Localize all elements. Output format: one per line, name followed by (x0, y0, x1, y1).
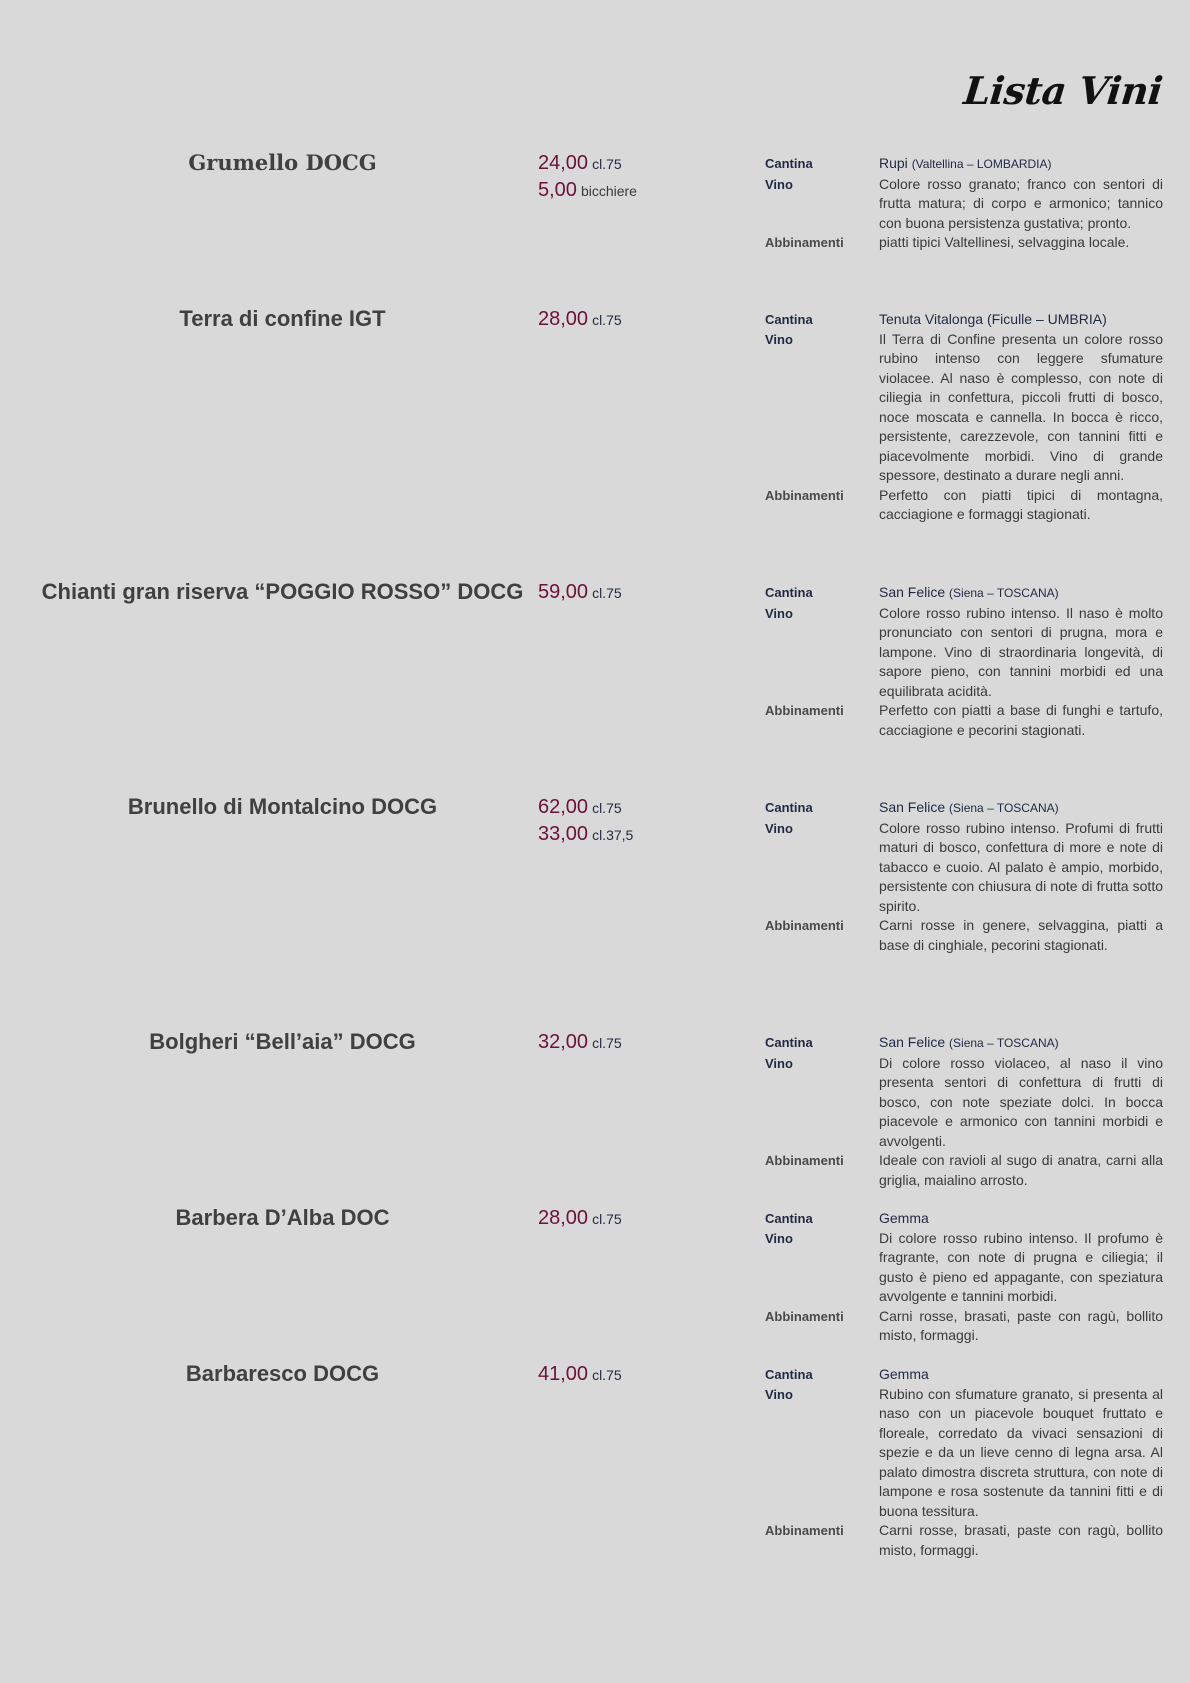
cantina-label: Cantina (765, 585, 813, 600)
wine-name: Barbaresco DOCG (185, 1361, 380, 1386)
cantina-value: Tenuta Vitalonga (Ficulle – UMBRIA) (879, 311, 1107, 327)
price-unit: cl.75 (592, 156, 622, 172)
price-unit: cl.75 (592, 1035, 622, 1051)
abbinamenti-label: Abbinamenti (765, 1523, 844, 1538)
price-amount: 28,00 (538, 1207, 589, 1229)
wine-prices (538, 1359, 718, 1386)
wine-prices (538, 1027, 718, 1054)
cantina-value: San Felice (Siena – TOSCANA) (879, 1034, 1059, 1050)
wine-details (765, 154, 1163, 253)
price-amount: 28,00 (538, 308, 589, 330)
price-amount: 59,00 (538, 581, 589, 603)
vino-label: Vino (765, 176, 793, 192)
vino-description: Il Terra di Confine presenta un colore rosso rubino intenso con leggere sfumature violacee. Al naso è complesso, con note di ciliegia in confettura, piccoli frutti di bosco, noce moscata e cannella. In bocca è ricco, persistente, carezzevole, con tannini fitti e piacevolmente morbidi. Vino di grande spessore, destinato a durare negli anni. (879, 330, 1163, 483)
vino-label: Vino (765, 1055, 793, 1071)
region: (Ficulle – UMBRIA) (986, 311, 1107, 327)
price-unit: cl.75 (592, 1211, 622, 1227)
vino-description: Colore rosso granato; franco con sentori di frutta matura; di corpo e armonico; tannico con buona persistenza gustativa; pronto. (879, 175, 1163, 231)
abbinamenti-label: Abbinamenti (765, 703, 844, 718)
cantina-label: Cantina (765, 312, 813, 327)
price-unit: cl.75 (592, 1367, 622, 1383)
cantina-label: Cantina (765, 800, 813, 815)
abbinamenti-value: Perfetto con piatti tipici di montagna, cacciagione e formaggi stagionati. (879, 486, 1163, 522)
vino-label: Vino (765, 605, 793, 621)
wine-details (765, 798, 1163, 955)
cantina-label: Cantina (765, 1211, 813, 1226)
wine-details (765, 1365, 1163, 1560)
wine-details (765, 1209, 1163, 1346)
wine-details (765, 310, 1163, 525)
price-unit: cl.75 (592, 312, 622, 328)
price-amount: 24,00 (538, 152, 589, 174)
region: (Siena – TOSCANA) (949, 1036, 1059, 1050)
vino-label: Vino (765, 331, 793, 347)
price-unit: cl.75 (592, 800, 622, 816)
abbinamenti-label: Abbinamenti (765, 235, 844, 250)
vino-description: Di colore rosso violaceo, al naso il vino presenta sentori di confettura di frutti di bosco, con note speziate dolci. In bocca piacevole e armonico con tannini morbidi e avvolgenti. (879, 1054, 1163, 1149)
wine-details (765, 583, 1163, 740)
vino-label: Vino (765, 1386, 793, 1402)
price-unit: cl.37,5 (592, 827, 634, 843)
price-amount: 62,00 (538, 796, 589, 818)
price-amount: 5,00 (538, 179, 577, 201)
cantina-value: San Felice (Siena – TOSCANA) (879, 799, 1059, 815)
wine-prices (538, 577, 718, 604)
cantina-value: Gemma (879, 1210, 929, 1226)
vino-description: Colore rosso rubino intenso. Il naso è molto pronunciato con sentori di prugna, mora e lampone. Vino di straordinaria longevità, di sapore pieno, con tannini morbidi ed una equilibrata acidità. (879, 604, 1163, 699)
abbinamenti-label: Abbinamenti (765, 1153, 844, 1168)
wine-prices (538, 304, 718, 331)
wine-name: Terra di confine IGT (179, 306, 386, 331)
abbinamenti-label: Abbinamenti (765, 918, 844, 933)
price-amount: 32,00 (538, 1031, 589, 1053)
cantina-label: Cantina (765, 1367, 813, 1382)
vino-label: Vino (765, 1230, 793, 1246)
wine-name: Chianti gran riserva “POGGIO ROSSO” DOCG (41, 579, 524, 604)
abbinamenti-value: piatti tipici Valtellinesi, selvaggina locale. (879, 234, 1130, 250)
cantina-value: Gemma (879, 1366, 929, 1382)
price-amount: 33,00 (538, 823, 589, 845)
price-unit: bicchiere (580, 183, 637, 199)
abbinamenti-label: Abbinamenti (765, 1308, 844, 1324)
abbinamenti-value: Carni rosse, brasati, paste con ragù, bollito misto, formaggi. (879, 1307, 1163, 1343)
region: (Valtellina – LOMBARDIA) (911, 157, 1052, 171)
abbinamenti-value: Ideale con ravioli al sugo di anatra, carni alla griglia, maialino arrosto. (879, 1152, 1163, 1188)
wine-prices (538, 148, 718, 202)
wine-name: Bolgheri “Bell’aia” DOCG (149, 1029, 416, 1054)
vino-description: Colore rosso rubino intenso. Profumi di frutti maturi di bosco, confettura di more e note di tabacco e cuoio. Al palato è ampio, morbido, persistente con chiusura di note di frutta sotto spirito. (879, 819, 1163, 914)
region: (Siena – TOSCANA) (949, 801, 1059, 815)
abbinamenti-label: Abbinamenti (765, 487, 844, 503)
vino-label: Vino (765, 820, 793, 836)
wine-name: Brunello di Montalcino DOCG (127, 794, 438, 819)
vino-description: Di colore rosso rubino intenso. Il profumo è fragrante, con note di prugna e ciliegia; il gusto è pieno ed appagante, con speziatura avvolgente e tannini morbidi. (879, 1229, 1163, 1304)
region: (Siena – TOSCANA) (949, 586, 1059, 600)
wine-prices (538, 1203, 718, 1230)
cantina-value: Rupi (Valtellina – LOMBARDIA) (879, 155, 1052, 171)
abbinamenti-value: Carni rosse, brasati, paste con ragù, bollito misto, formaggi. (879, 1522, 1163, 1558)
wine-name: Barbera D’Alba DOC (175, 1205, 390, 1230)
abbinamenti-value: Carni rosse in genere, selvaggina, piatti a base di cinghiale, pecorini stagionati. (879, 917, 1163, 953)
cantina-value: San Felice (Siena – TOSCANA) (879, 584, 1059, 600)
page-title: Lista Vini (961, 68, 1165, 113)
abbinamenti-value: Perfetto con piatti a base di funghi e tartufo, cacciagione e pecorini stagionati. (879, 702, 1163, 738)
cantina-label: Cantina (765, 156, 813, 171)
wine-prices (538, 792, 718, 846)
wine-details (765, 1033, 1163, 1190)
price-unit: cl.75 (592, 585, 622, 601)
price-amount: 41,00 (538, 1363, 589, 1385)
vino-description: Rubino con sfumature granato, si presenta al naso con un piacevole bouquet fruttato e floreale, corredato da vivaci sensazioni di spezie e da un lieve cenno di legna arsa. Al palato dimostra discreta struttura, con note di lampone e rosa sostenute da tannini fitti e di buona tessitura. (879, 1385, 1163, 1519)
wine-name: Grumello DOCG (188, 150, 377, 175)
cantina-label: Cantina (765, 1035, 813, 1050)
